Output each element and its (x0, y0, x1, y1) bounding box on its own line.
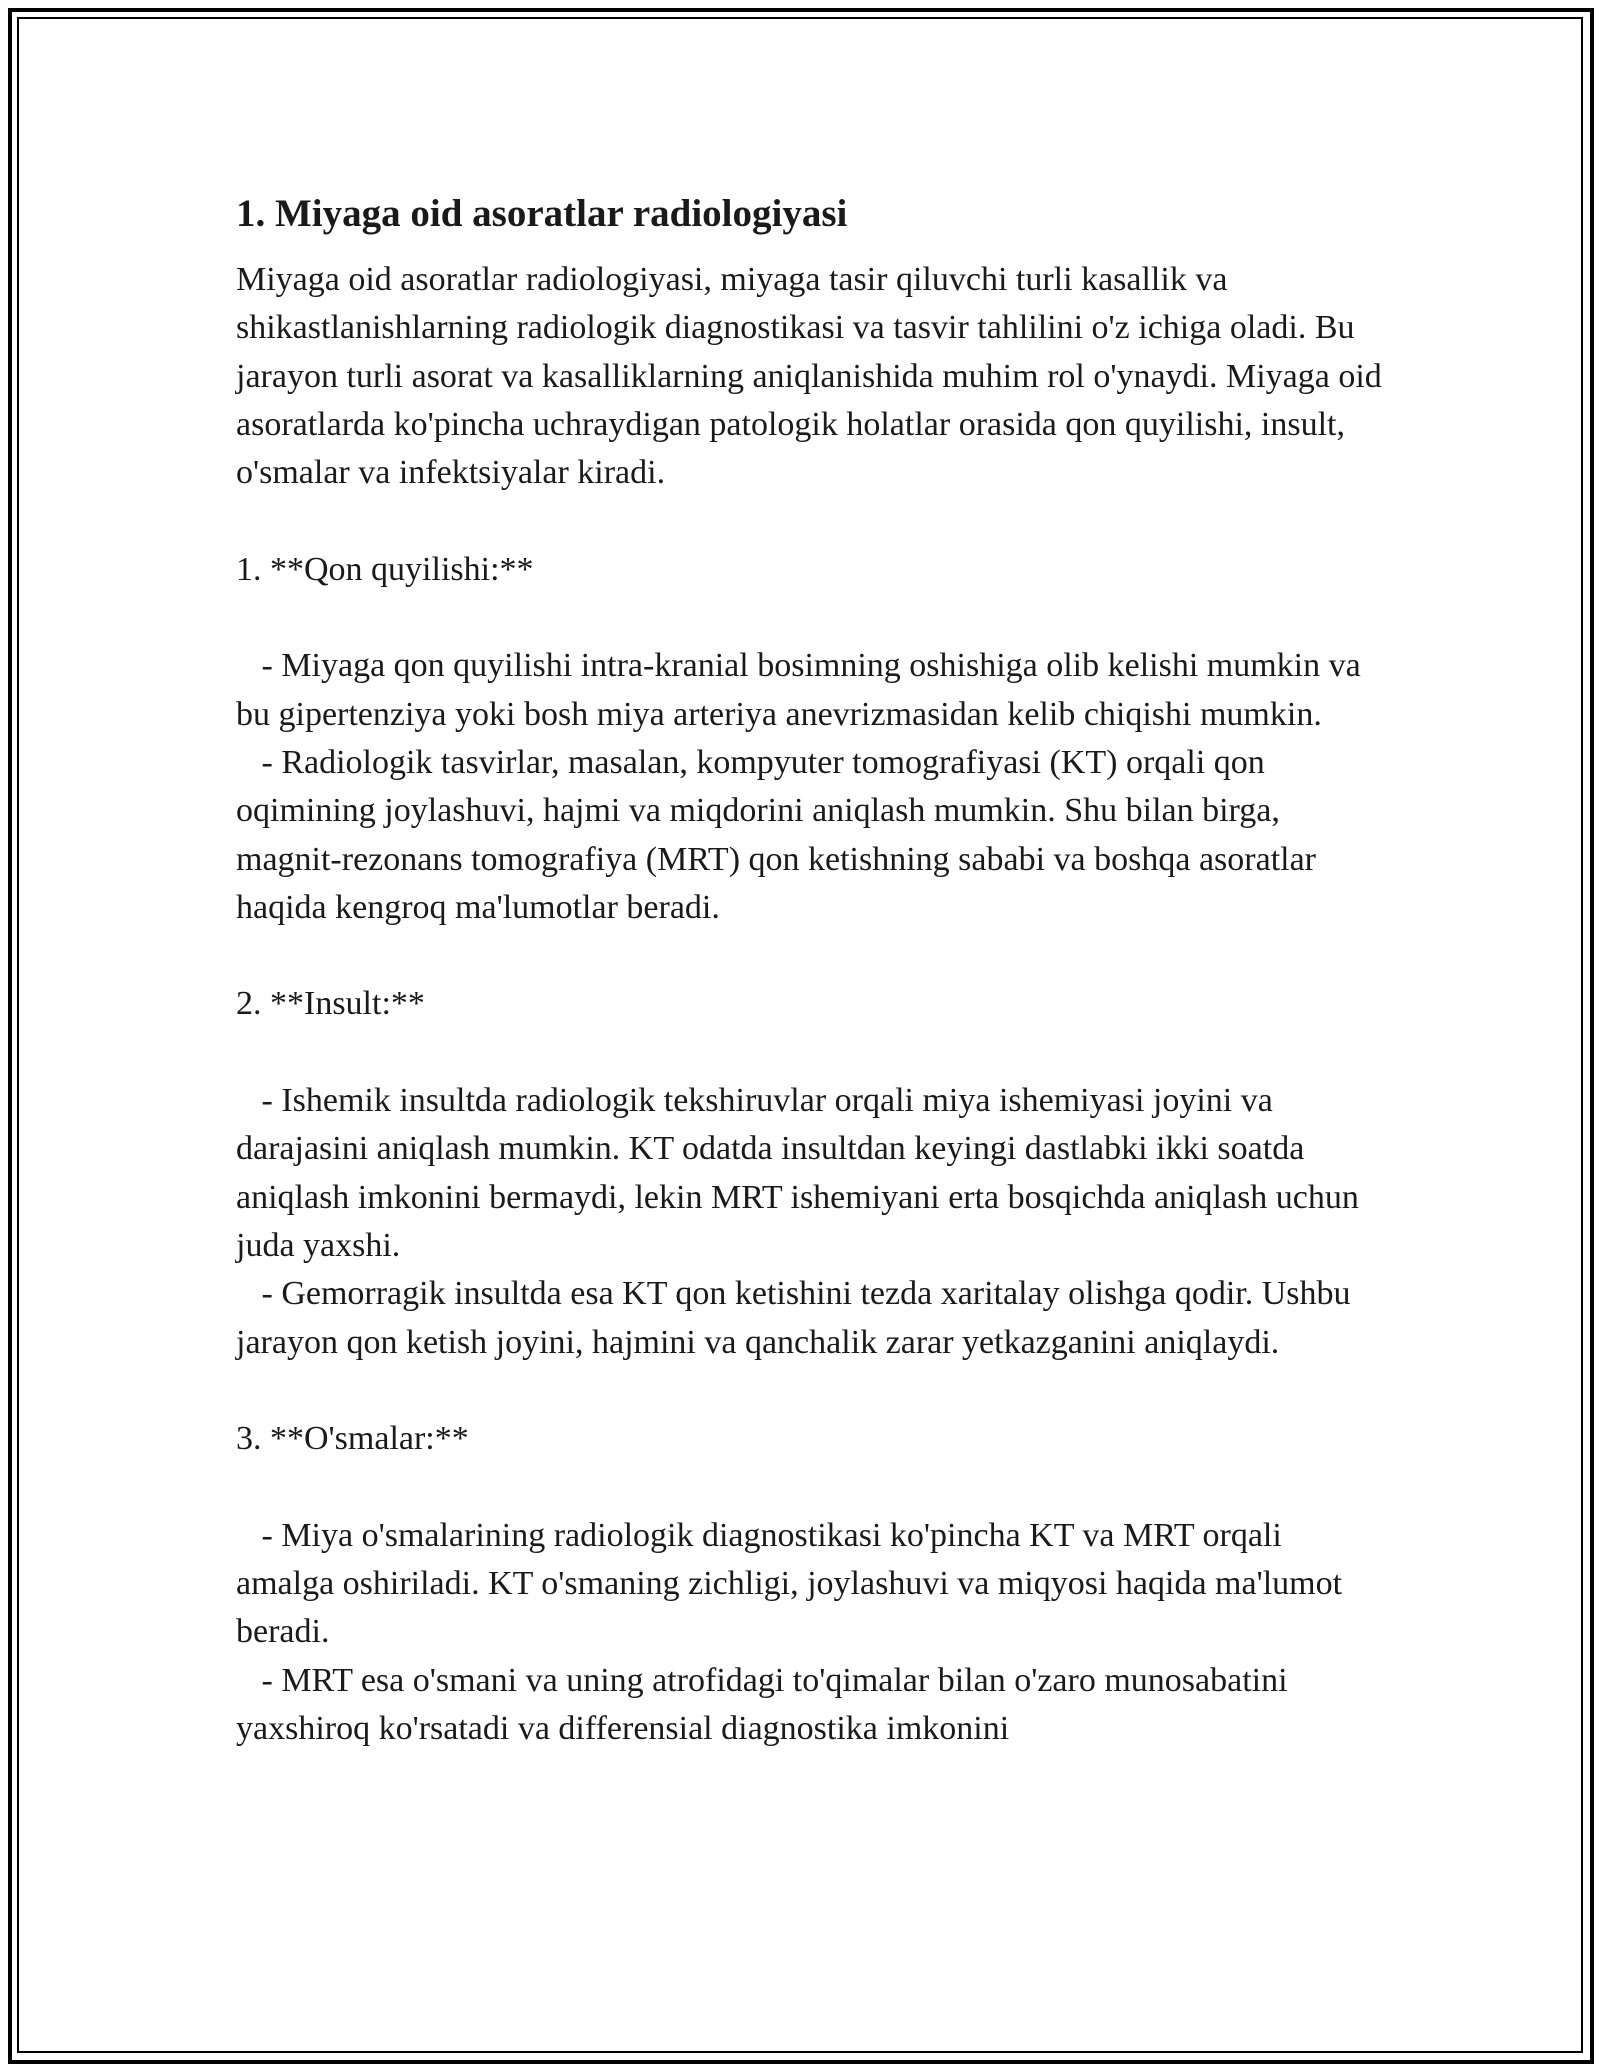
bullet-paragraph: - Miyaga qon quyilishi intra-kranial bosimning oshishiga olib kelishi mumkin va bu gipertenziya yoki bosh miya arteriya anevrizmasidan kelib chiqishi mumkin. (236, 647, 1370, 733)
section-heading-osmalar: 3. **O'smalar:** (236, 1420, 469, 1458)
spacer (236, 932, 1386, 980)
spacer (236, 594, 1386, 642)
document-body (236, 188, 1391, 1753)
spacer (236, 1367, 1386, 1415)
bullet-paragraph: - Radiologik tasvirlar, masalan, kompyuter tomografiyasi (KT) orqali qon oqimining joylashuvi, hajmi va miqdorini aniqlash mumkin. Shu bilan birga, magnit-rezonans tomografiya (MRT) qon ketishning sababi va boshqa asoratlar haqida kengroq ma'lumotlar beradi. (236, 743, 1325, 926)
intro-paragraph: Miyaga oid asoratlar radiologiyasi, miyaga tasir qiluvchi turli kasallik va shikastlanishlarning radiologik diagnostikasi va tasvir tahlilini o'z ichiga oladi. Bu jarayon turli asorat va kasalliklarning aniqlanishida muhim rol o'ynaydi. Miyaga oid asoratlarda ko'pincha uchraydigan patologik holatlar orasida qon quyilishi, insult, o'smalar va infektsiyalar kiradi. (236, 261, 1391, 492)
spacer (236, 1463, 1386, 1511)
section-heading-qon-quyilishi: 1. **Qon quyilishi:** (236, 550, 534, 588)
section-heading-insult: 2. **Insult:** (236, 985, 425, 1023)
bullet-paragraph: - Ishemik insultda radiologik tekshiruvlar orqali miya ishemiyasi joyini va darajasini aniqlash mumkin. KT odatda insultdan keyingi dastlabki ikki soatda aniqlash imkonini bermaydi, lekin MRT ishemiyani erta bosqichda aniqlash uchun juda yaxshi. (236, 1082, 1368, 1264)
document-title: 1. Miyaga oid asoratlar radiologiyasi (236, 192, 848, 235)
bullet-paragraph: - MRT esa o'smani va uning atrofidagi to'qimalar bilan o'zaro munosabatini yaxshiroq ko'rsatadi va differensial diagnostika imkonini (236, 1661, 1297, 1747)
spacer (236, 1029, 1386, 1077)
bullet-paragraph: - Gemorragik insultda esa KT qon ketishini tezda xaritalay olishga qodir. Ushbu jarayon qon ketish joyini, hajmini va qanchalik zarar yetkazganini aniqlaydi. (236, 1275, 1360, 1361)
bullet-paragraph: - Miya o'smalarining radiologik diagnostikasi ko'pincha KT va MRT orqali amalga oshiriladi. KT o'smaning zichligi, joylashuvi va miqyosi haqida ma'lumot beradi. (236, 1516, 1351, 1651)
spacer (236, 497, 1386, 545)
